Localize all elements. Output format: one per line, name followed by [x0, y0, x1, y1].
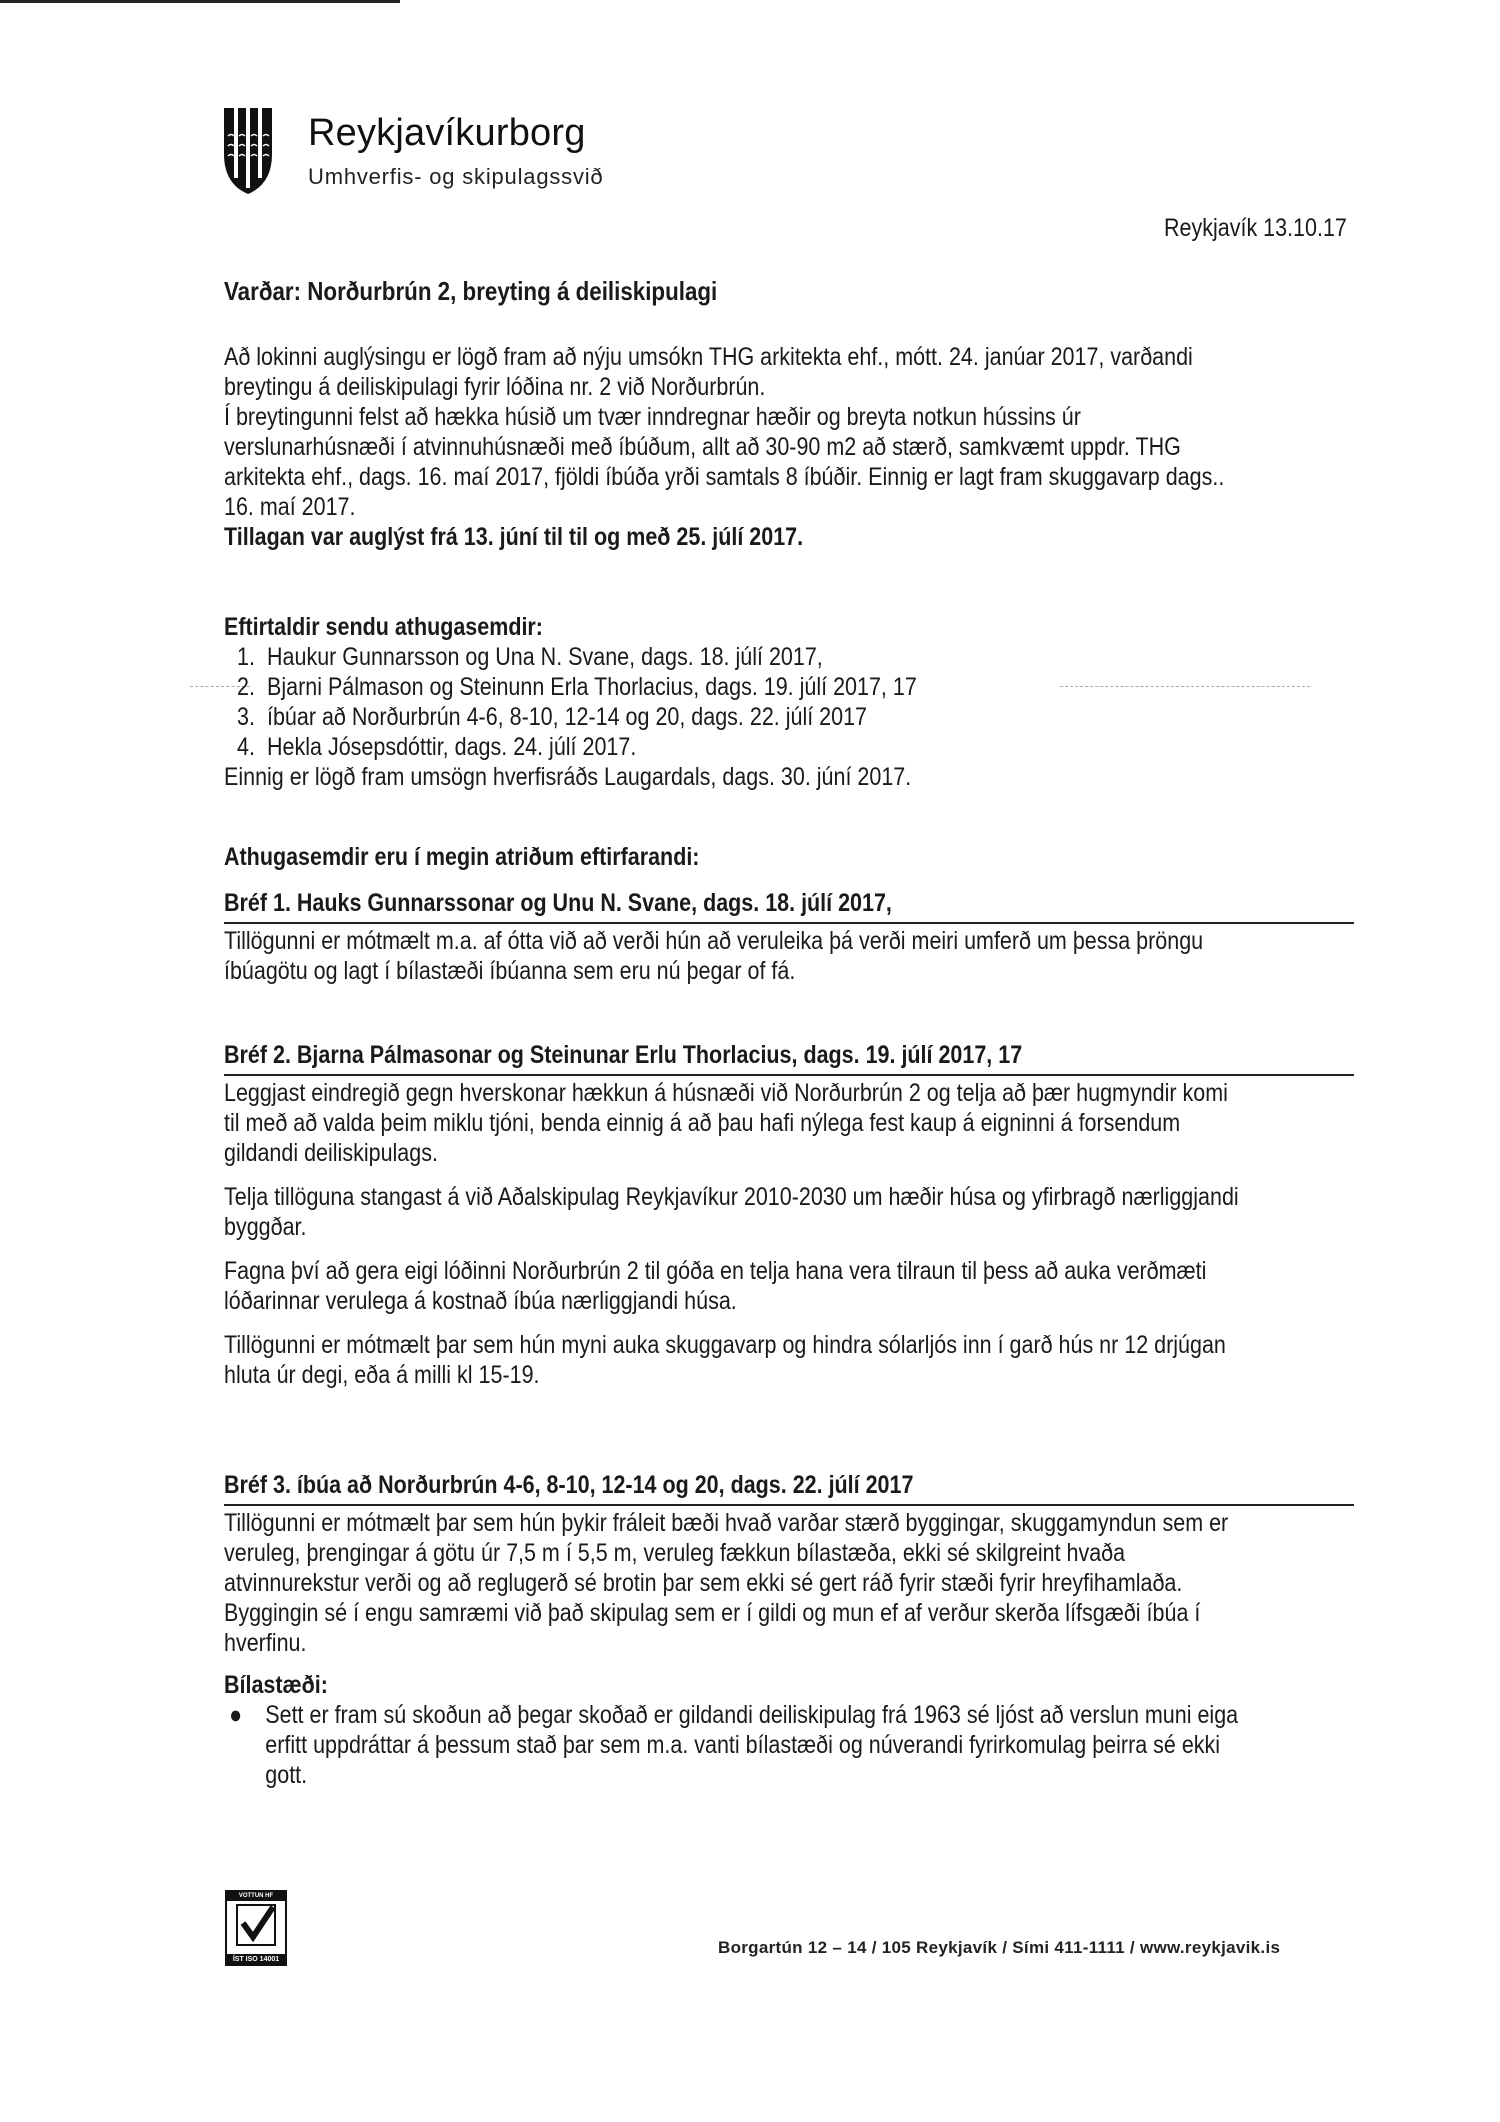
letter-3-body	[224, 1508, 1366, 1790]
intro-line: breytingu á deiliskipulagi fyrir lóðina nr. 2 við Norðurbrún.	[224, 373, 766, 401]
letter-line: Leggjast eindregið gegn hverskonar hækkun á húsnæði við Norðurbrún 2 og telja að þær hugmyndir komi	[224, 1079, 1228, 1107]
intro-section	[224, 342, 1366, 552]
letter-line: Tillögunni er mótmælt þar sem hún þykir fráleit bæði hvað varðar stærð byggingar, skuggamyndun sem er	[224, 1509, 1229, 1537]
letter-line: hverfinu.	[224, 1629, 307, 1657]
letter-line: atvinnurekstur verði og að reglugerð sé brotin þar sem ekki sé gert ráð fyrir stæði fyrir hreyfihamlaða.	[224, 1569, 1183, 1597]
letter-line: Telja tillöguna stangast á við Aðalskipulag Reykjavíkur 2010-2030 um hæðir húsa og yfirbragð nærliggjandi	[224, 1183, 1239, 1211]
letter-line: til með að valda þeim miklu tjóni, benda einnig á að þau hafi nýlega fest kaup á eigninni á forsendum	[224, 1109, 1181, 1137]
list-item-text: Hekla Jósepsdóttir, dags. 24. júlí 2017.	[267, 733, 637, 761]
divider	[224, 922, 1354, 924]
letter-1-heading: Bréf 1. Hauks Gunnarssonar og Unu N. Svane, dags. 18. júlí 2017,	[224, 889, 892, 917]
letter-2-heading: Bréf 2. Bjarna Pálmasonar og Steinunar Erlu Thorlacius, dags. 19. júlí 2017, 17	[224, 1041, 1023, 1069]
list-item	[224, 672, 1366, 702]
list-item	[224, 732, 1366, 762]
letter-2-section	[224, 1040, 1354, 1390]
summary-heading: Athugasemdir eru í megin atriðum eftirfarandi:	[224, 843, 700, 871]
letter-line: Tillögunni er mótmælt þar sem hún myni auka skuggavarp og hindra sólarljós inn í garð hús nr 12 drjúgan	[224, 1331, 1226, 1359]
divider	[224, 1504, 1354, 1506]
cert-badge-bottom: ÍST ISO 14001	[227, 1954, 285, 1965]
checkmark-icon	[227, 1901, 285, 1949]
letter-line: Fagna því að gera eigi lóðinni Norðurbrún 2 til góða en telja hana vera tilraun til þess að auka verðmæti	[224, 1257, 1207, 1285]
cert-badge-top: VOTTUN HF	[227, 1892, 285, 1901]
list-item	[224, 642, 1366, 672]
letter-1-body	[224, 926, 1366, 986]
letter-line: Tillögunni er mótmælt m.a. af ótta við að verði hún að veruleika þá verði meiri umferð um þessa þröngu	[224, 927, 1204, 955]
letter-line: lóðarinnar verulega á kostnað íbúa nærliggjandi húsa.	[224, 1287, 737, 1315]
intro-line: 16. maí 2017.	[224, 493, 356, 521]
letter-line: byggðar.	[224, 1213, 307, 1241]
iso-certification-badge	[225, 1890, 287, 1966]
intro-line: arkitekta ehf., dags. 16. maí 2017, fjöldi íbúða yrði samtals 8 íbúðir. Einnig er lagt fram skuggavarp dags..	[224, 463, 1225, 491]
list-item-number: 2.	[237, 673, 255, 701]
bullet-line: gott.	[265, 1761, 308, 1789]
letter-line: íbúagötu og lagt í bílastæði íbúanna sem eru nú þegar of fá.	[224, 957, 796, 985]
bullet-icon: ●	[229, 1701, 243, 1729]
list-item-text: Haukur Gunnarsson og Una N. Svane, dags. 18. júlí 2017,	[267, 643, 823, 671]
list-item-text: Bjarni Pálmason og Steinunn Erla Thorlacius, dags. 19. júlí 2017, 17	[267, 673, 917, 701]
bullet-line: erfitt uppdráttar á þessum stað þar sem m.a. vanti bílastæði og núverandi fyrirkomulag þeirra sé ekki	[265, 1731, 1221, 1759]
letter-line: hluta úr degi, eða á milli kl 15-19.	[224, 1361, 540, 1389]
intro-line: Að lokinni auglýsingu er lögð fram að nýju umsókn THG arkitekta ehf., mótt. 24. janúar 2017, varðandi	[224, 343, 1193, 371]
advertised-period: Tillagan var auglýst frá 13. júní til til og með 25. júlí 2017.	[224, 523, 804, 551]
list-item	[224, 702, 1366, 732]
senders-heading: Eftirtaldir sendu athugasemdir:	[224, 613, 543, 641]
department-name: Umhverfis- og skipulagssvið	[308, 164, 604, 189]
org-name: Reykjavíkurborg	[308, 112, 586, 154]
letter-line: gildandi deiliskipulags.	[224, 1139, 438, 1167]
intro-line: verslunarhúsnæði í atvinnuhúsnæði með íbúðum, allt að 30-90 m2 að stærð, samkvæmt uppdr. THG	[224, 433, 1181, 461]
list-item-number: 3.	[237, 703, 255, 731]
subject-line: Varðar: Norðurbrún 2, breyting á deiliskipulagi	[224, 276, 718, 306]
list-item-number: 1.	[237, 643, 255, 671]
letter-3-section	[224, 1470, 1354, 1790]
letter-date: Reykjavík 13.10.17	[1164, 214, 1347, 242]
reykjavik-coat-of-arms-logo	[222, 106, 274, 196]
letter-1-section	[224, 888, 1354, 986]
letter-2-body	[224, 1078, 1366, 1390]
letter-line: veruleg, þrengingar á götu úr 7,5 m í 5,5 m, veruleg fækkun bílastæða, ekki sé skilgreint hvaða	[224, 1539, 1126, 1567]
bullet-line: Sett er fram sú skoðun að þegar skoðað er gildandi deiliskipulag frá 1963 sé ljóst að verslun muni eiga	[265, 1701, 1239, 1729]
letter-line: Byggingin sé í engu samræmi við það skipulag sem er í gildi og mun ef af verður skerða lífsgæði íbúa í	[224, 1599, 1201, 1627]
bullet-item	[224, 1700, 1366, 1790]
intro-line: Í breytingunni felst að hækka húsið um tvær inndregnar hæðir og breyta notkun hússins úr	[224, 403, 1081, 431]
list-item-text: íbúar að Norðurbrún 4-6, 8-10, 12-14 og 20, dags. 22. júlí 2017	[267, 703, 868, 731]
scan-edge-line	[0, 0, 400, 3]
letter-3-heading: Bréf 3. íbúa að Norðurbrún 4-6, 8-10, 12-14 og 20, dags. 22. júlí 2017	[224, 1471, 914, 1499]
parking-heading: Bílastæði:	[224, 1671, 328, 1699]
footer-address: Borgartún 12 – 14 / 105 Reykjavík / Sími 411-1111 / www.reykjavik.is	[718, 1938, 1281, 1957]
list-item-number: 4.	[237, 733, 255, 761]
divider	[224, 1074, 1354, 1076]
senders-note: Einnig er lögð fram umsögn hverfisráðs Laugardals, dags. 30. júní 2017.	[224, 763, 912, 791]
senders-list	[224, 642, 1366, 792]
